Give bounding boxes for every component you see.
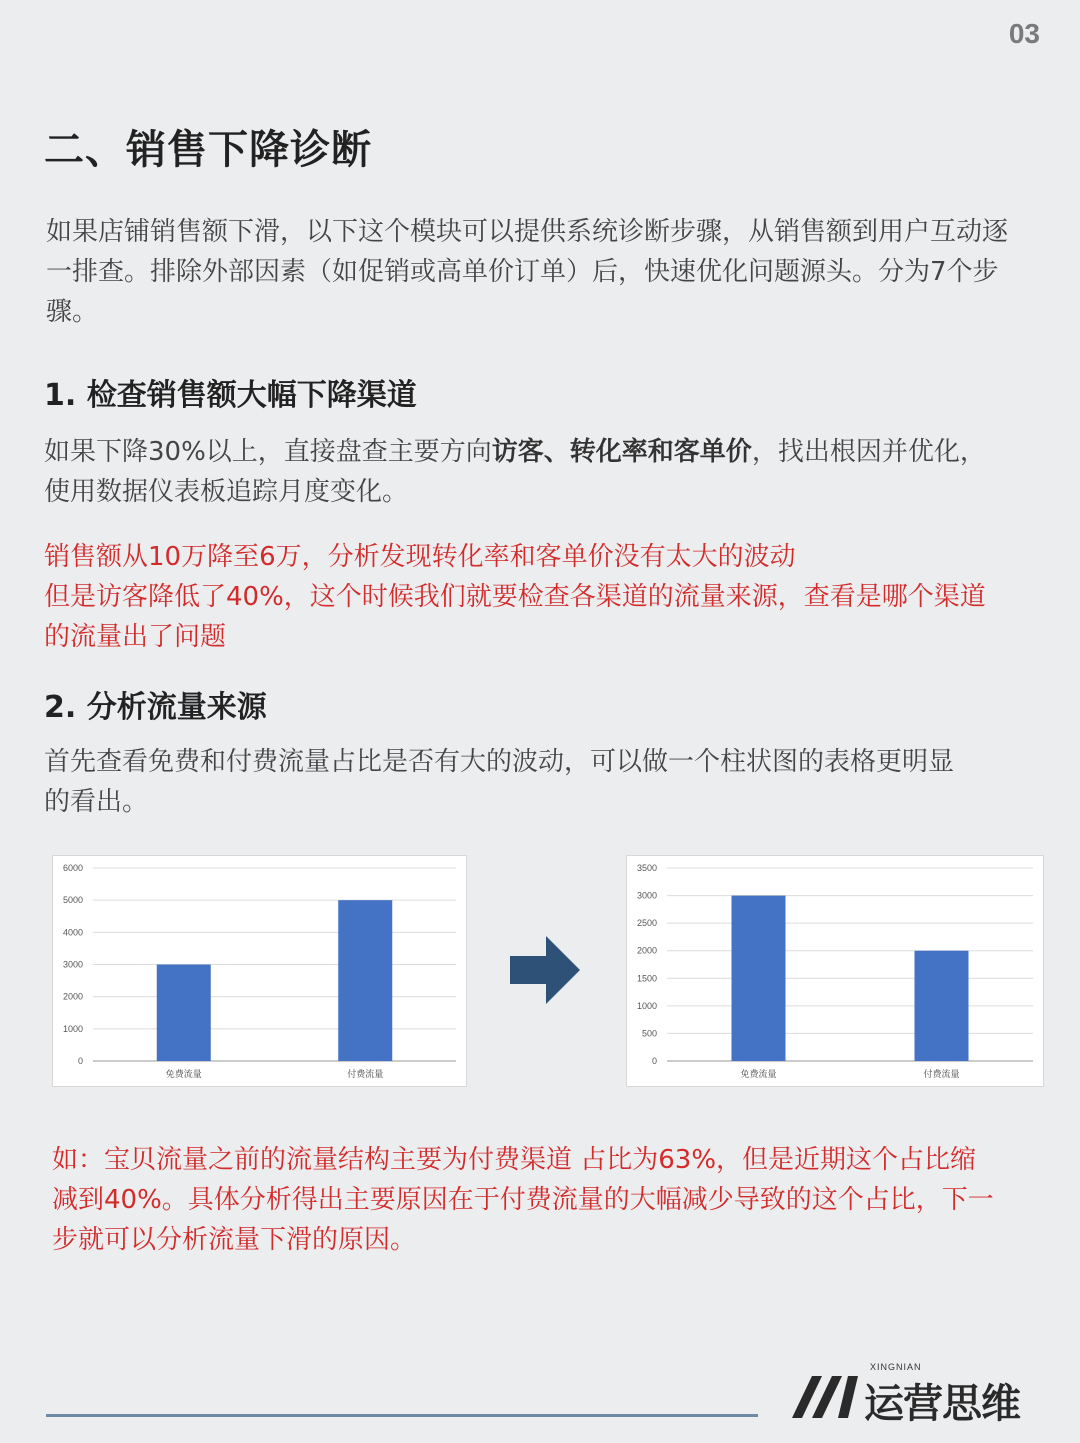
step2-heading: 2. 分析流量来源 <box>44 690 267 725</box>
logo-text: 运营思维 <box>864 1381 1020 1427</box>
logo-mark-icon <box>790 1370 862 1420</box>
step1-text-before: 如果下降30%以上，直接盘查主要方向 <box>44 437 492 467</box>
bar <box>732 896 786 1061</box>
x-tick-label: 免费流量 <box>740 1070 777 1080</box>
chart-after-svg <box>627 856 1043 1086</box>
section-title: 二、销售下降诊断 <box>44 127 372 173</box>
step2-description: 首先查看免费和付费流量占比是否有大的波动，可以做一个柱状图的表格更明显的看出。 <box>44 747 955 817</box>
x-tick-label: 付费流量 <box>923 1070 960 1080</box>
step1-text-after: ，找出根因并优化，使用数据仪表板追踪月度变化。 <box>44 437 986 507</box>
y-tick-label: 3500 <box>636 863 657 873</box>
x-tick-label: 免费流量 <box>165 1070 202 1080</box>
step1-heading: 1. 检查销售额大幅下降渠道 <box>44 378 417 413</box>
brand-logo <box>790 1362 1052 1427</box>
y-tick-label: 4000 <box>62 927 83 938</box>
right-arrow-icon <box>508 934 582 1006</box>
y-tick-label: 0 <box>651 1056 657 1066</box>
y-tick-label: 5000 <box>62 895 83 906</box>
x-tick-label: 付费流量 <box>347 1070 384 1080</box>
y-tick-label: 6000 <box>62 863 83 873</box>
footer-divider <box>46 1414 758 1417</box>
chart-before-svg <box>53 856 466 1086</box>
step1-description <box>44 432 1004 512</box>
y-tick-label: 1000 <box>62 1023 83 1034</box>
page-number: 03 <box>1008 18 1040 49</box>
chart-after <box>626 855 1044 1087</box>
bar <box>915 951 969 1061</box>
step1-example-line2: 但是访客降低了40%，这个时候我们就要检查各渠道的流量来源，查看是哪个渠道的流量出了问题 <box>44 582 986 652</box>
y-tick-label: 2500 <box>636 918 657 929</box>
bar <box>157 965 211 1062</box>
y-tick-label: 1500 <box>636 973 657 984</box>
y-tick-label: 3000 <box>62 959 83 970</box>
step1-text-bold: 访客、转化率和客单价 <box>491 437 752 467</box>
step1-example-line1: 销售额从10万降至6万，分析发现转化率和客单价没有太大的波动 <box>44 542 796 572</box>
logo-small-text: XINGNIAN <box>870 1362 922 1372</box>
bar <box>338 900 392 1061</box>
step1-example <box>44 537 1004 657</box>
y-tick-label: 0 <box>77 1056 83 1066</box>
y-tick-label: 2000 <box>62 991 83 1002</box>
y-tick-label: 1000 <box>636 1000 657 1011</box>
conclusion-paragraph: 如：宝贝流量之前的流量结构主要为付费渠道 占比为63%，但是近期这个占比缩减到40%。具体分析得出主要原因在于付费流量的大幅减少导致的这个占比，下一步就可以分析流量下滑的原因。 <box>52 1145 994 1255</box>
y-tick-label: 2000 <box>636 945 657 956</box>
y-tick-label: 500 <box>641 1028 657 1039</box>
y-tick-label: 3000 <box>636 890 657 901</box>
intro-paragraph: 如果店铺销售额下滑，以下这个模块可以提供系统诊断步骤，从销售额到用户互动逐一排查。排除外部因素（如促销或高单价订单）后，快速优化问题源头。分为7个步骤。 <box>46 217 1009 327</box>
chart-before <box>52 855 467 1087</box>
